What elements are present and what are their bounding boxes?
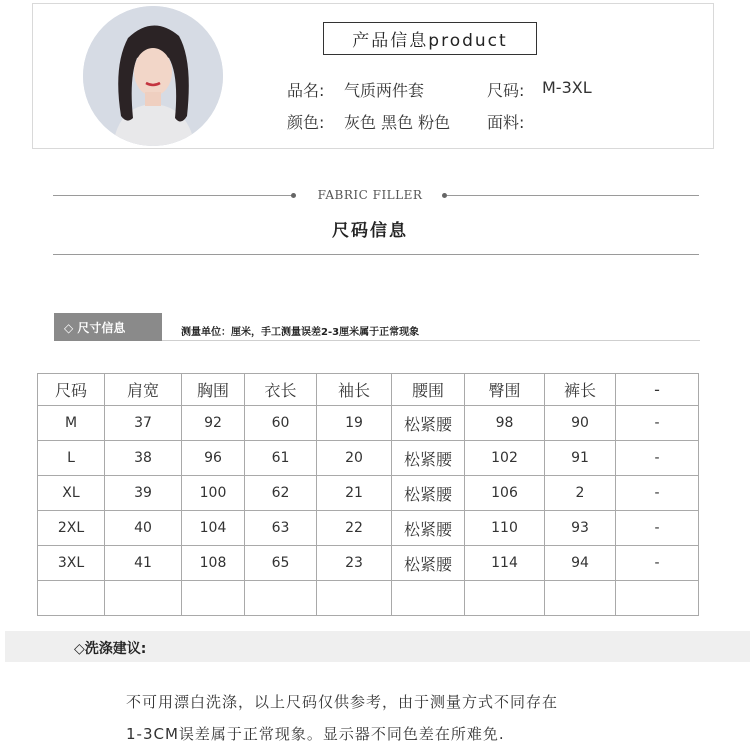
color-value: 灰色 黑色 粉色 bbox=[344, 113, 451, 132]
model-photo bbox=[83, 6, 223, 146]
size-table-cell bbox=[245, 581, 317, 616]
size-table-cell bbox=[392, 581, 465, 616]
size-table-cell: 2XL bbox=[38, 511, 105, 546]
size-table-cell: - bbox=[616, 441, 699, 476]
size-table-row bbox=[38, 511, 699, 546]
size-table-cell: 38 bbox=[105, 441, 182, 476]
size-table-cell: - bbox=[616, 406, 699, 441]
size-table-header-cell: 腰围 bbox=[392, 374, 465, 406]
size-table-row bbox=[38, 441, 699, 476]
size-table-cell: 100 bbox=[182, 476, 245, 511]
size-table-header-cell: 衣长 bbox=[245, 374, 317, 406]
size-table-cell: 19 bbox=[317, 406, 392, 441]
size-table-cell: 松紧腰 bbox=[392, 476, 465, 511]
size-table-cell: 96 bbox=[182, 441, 245, 476]
size-table-row bbox=[38, 406, 699, 441]
size-table-cell: 39 bbox=[105, 476, 182, 511]
size-table-header-cell: 肩宽 bbox=[105, 374, 182, 406]
section-divider-left bbox=[53, 195, 293, 196]
size-table-cell: 63 bbox=[245, 511, 317, 546]
size-table-cell: L bbox=[38, 441, 105, 476]
measurement-unit-note: 测量单位：厘米，手工测量误差2-3厘米属于正常现象 bbox=[181, 327, 420, 338]
size-table-cell: 61 bbox=[245, 441, 317, 476]
size-table-header-cell: 袖长 bbox=[317, 374, 392, 406]
size-table-cell bbox=[545, 581, 616, 616]
size-table-cell: XL bbox=[38, 476, 105, 511]
section-divider-bottom bbox=[53, 254, 699, 255]
size-table-cell: 松紧腰 bbox=[392, 441, 465, 476]
size-table-cell: - bbox=[616, 511, 699, 546]
size-table-cell: 21 bbox=[317, 476, 392, 511]
size-table-cell: 松紧腰 bbox=[392, 511, 465, 546]
size-table-header-cell: 臀围 bbox=[465, 374, 545, 406]
fabric-label: 面料: bbox=[487, 113, 525, 132]
size-table-cell bbox=[616, 581, 699, 616]
section-divider-right bbox=[447, 195, 699, 196]
size-table-cell: 2 bbox=[545, 476, 616, 511]
size-info-tag: ◇ 尺寸信息 bbox=[54, 313, 162, 341]
tag-underline bbox=[162, 340, 700, 341]
size-table-header-row bbox=[38, 374, 699, 406]
size-table-cell bbox=[38, 581, 105, 616]
size-table-header-cell: 裤长 bbox=[545, 374, 616, 406]
size-table-cell: M bbox=[38, 406, 105, 441]
color-label: 颜色: bbox=[287, 113, 325, 132]
size-table-cell: 106 bbox=[465, 476, 545, 511]
size-table-row bbox=[38, 476, 699, 511]
size-table-cell: 23 bbox=[317, 546, 392, 581]
model-portrait-image bbox=[83, 6, 223, 146]
size-table-cell: 22 bbox=[317, 511, 392, 546]
size-table-cell: 93 bbox=[545, 511, 616, 546]
size-info-heading: 尺码信息 bbox=[332, 221, 408, 241]
size-table-cell bbox=[105, 581, 182, 616]
washing-note-line-1: 不可用漂白洗涤，以上尺码仅供参考，由于测量方式不同存在 bbox=[126, 693, 559, 711]
size-table-row bbox=[38, 546, 699, 581]
size-table-cell: 110 bbox=[465, 511, 545, 546]
size-range-label: 尺码: bbox=[487, 81, 525, 100]
size-table-cell: 20 bbox=[317, 441, 392, 476]
size-table-header-cell: 尺码 bbox=[38, 374, 105, 406]
size-table-cell: 松紧腰 bbox=[392, 406, 465, 441]
size-table-cell: 40 bbox=[105, 511, 182, 546]
size-table-cell bbox=[182, 581, 245, 616]
size-table-cell: 62 bbox=[245, 476, 317, 511]
size-table-cell bbox=[465, 581, 545, 616]
size-table-cell: 90 bbox=[545, 406, 616, 441]
size-table-cell: 37 bbox=[105, 406, 182, 441]
divider-dot-left bbox=[291, 193, 296, 198]
size-table-cell bbox=[317, 581, 392, 616]
size-table-cell: 102 bbox=[465, 441, 545, 476]
size-table-cell: 60 bbox=[245, 406, 317, 441]
product-info-title: 产品信息product bbox=[323, 22, 537, 55]
size-table-cell: 98 bbox=[465, 406, 545, 441]
size-table-cell: 94 bbox=[545, 546, 616, 581]
size-chart-table bbox=[37, 373, 699, 616]
size-table-cell: 65 bbox=[245, 546, 317, 581]
size-table-row bbox=[38, 581, 699, 616]
size-table-cell: 108 bbox=[182, 546, 245, 581]
size-table-cell: 松紧腰 bbox=[392, 546, 465, 581]
fabric-heading: FABRIC FILLER bbox=[317, 188, 423, 202]
washing-note-line-2: 1-3CM误差属于正常现象。显示器不同色差在所难免. bbox=[126, 725, 505, 743]
product-name-value: 气质两件套 bbox=[344, 81, 425, 100]
size-table-cell: - bbox=[616, 546, 699, 581]
size-table-cell: 104 bbox=[182, 511, 245, 546]
size-table-cell: 41 bbox=[105, 546, 182, 581]
size-table-header-cell: - bbox=[616, 374, 699, 406]
size-range-value: M-3XL bbox=[542, 78, 592, 97]
size-table-cell: 3XL bbox=[38, 546, 105, 581]
product-name-label: 品名: bbox=[287, 81, 325, 100]
washing-advice-label: ◇洗涤建议: bbox=[74, 641, 147, 657]
size-table-cell: 114 bbox=[465, 546, 545, 581]
size-table-cell: - bbox=[616, 476, 699, 511]
size-table-cell: 92 bbox=[182, 406, 245, 441]
size-table-header-cell: 胸围 bbox=[182, 374, 245, 406]
size-table-cell: 91 bbox=[545, 441, 616, 476]
